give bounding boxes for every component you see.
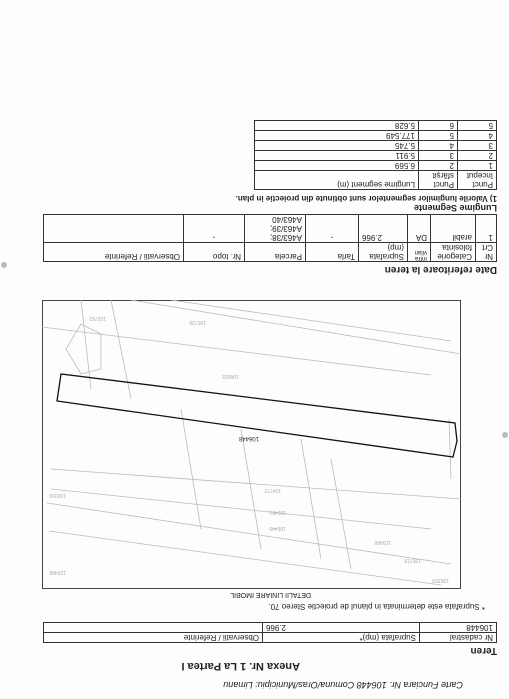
punch-hole	[1, 262, 7, 268]
cadastral-plan	[42, 300, 461, 589]
table-cell: -	[306, 215, 359, 243]
svg-text:103752: 103752	[89, 315, 106, 321]
svg-text:106003: 106003	[222, 373, 239, 379]
carte-funciara-line: Carte Funciara Nr. 106448 Comuna/Oras/Municipiu: Limanu	[223, 680, 463, 690]
table-row	[255, 151, 497, 161]
svg-text:103465: 103465	[374, 539, 391, 545]
table-row	[44, 633, 497, 643]
teren-table	[43, 622, 497, 643]
table-cell: 5	[419, 131, 458, 141]
table-cell	[44, 623, 263, 633]
table-header: Nr. topo	[184, 243, 245, 262]
parcel-label: 106448	[238, 435, 259, 441]
table-header: Intra vilan	[408, 243, 431, 262]
table-cell: 2.966	[359, 215, 408, 243]
table-cell	[44, 215, 184, 243]
table-cell: 2	[458, 151, 497, 161]
table-row	[44, 623, 497, 633]
table-header: Suprafata (mp)*	[263, 633, 420, 643]
table-cell: 2.966	[263, 623, 420, 633]
table-row	[255, 141, 497, 151]
punch-hole	[502, 432, 508, 438]
svg-text:106250: 106250	[432, 577, 449, 583]
svg-text:105718: 105718	[404, 557, 421, 563]
table-cell: 5.628	[255, 121, 419, 131]
table-header: Categorie folosinta	[431, 243, 476, 262]
table-header: Punct început	[458, 171, 497, 190]
lungime-table	[254, 120, 497, 190]
table-header: Nr Crt	[476, 243, 497, 262]
table-cell: -	[184, 215, 245, 243]
table-header: Punct sfârșit	[419, 171, 458, 190]
table-cell: 1	[458, 161, 497, 171]
table-header: Parcela	[245, 243, 306, 262]
svg-text:100050: 100050	[49, 492, 66, 498]
table-row	[255, 131, 497, 141]
table-cell: 6	[419, 121, 458, 131]
lungime-title: Lungime Segmente	[413, 203, 497, 213]
table-cell: A463/38; A463/39; A463/40	[245, 215, 306, 243]
table-cell: DA	[408, 215, 431, 243]
table-header: Suprafata (mp)	[359, 243, 408, 262]
table-cell: 3	[458, 141, 497, 151]
section-date: Date referitoare la teren	[384, 264, 497, 275]
table-row	[255, 161, 497, 171]
svg-text:105726: 105726	[189, 319, 206, 325]
table-cell: 3	[419, 151, 458, 161]
table-cell: 106448	[420, 623, 497, 633]
page-title: Anexa Nr. 1 La Partea I	[181, 660, 300, 672]
lungime-note: 1) Valorile lungimilor segmentelor sunt obtinute din proiectie in plan.	[235, 194, 497, 203]
table-row	[44, 243, 497, 262]
table-row	[44, 215, 497, 243]
table-cell: 177.549	[255, 131, 419, 141]
table-cell: 2	[419, 161, 458, 171]
svg-text:104772: 104772	[264, 487, 281, 493]
date-table	[43, 214, 497, 262]
plan-caption: DETALII LINIARE IMOBIL	[230, 591, 311, 598]
svg-text:106451: 106451	[269, 509, 286, 515]
svg-text:102486: 102486	[49, 569, 66, 575]
table-header: Observatii / Referinte	[44, 243, 184, 262]
table-cell: 5.911	[255, 151, 419, 161]
footnote: * Suprafata este determinata in planul de proiectie Stereo 70.	[268, 602, 485, 611]
table-row	[255, 121, 497, 131]
table-cell: 4	[419, 141, 458, 151]
svg-text:106449: 106449	[269, 525, 286, 531]
parcel-outline	[57, 374, 457, 457]
table-header: Nr cadastral	[420, 633, 497, 643]
table-cell: 5.745	[255, 141, 419, 151]
table-header: Tarla	[306, 243, 359, 262]
table-header: Observatii / Referinte	[44, 633, 263, 643]
table-cell: 5	[458, 121, 497, 131]
table-cell: 6.569	[255, 161, 419, 171]
section-teren: Teren	[470, 645, 497, 656]
table-cell: 4	[458, 131, 497, 141]
table-header: Lungime segment (m)	[255, 171, 419, 190]
table-cell: 1	[476, 215, 497, 243]
table-cell: arabil	[431, 215, 476, 243]
table-row	[255, 171, 497, 190]
